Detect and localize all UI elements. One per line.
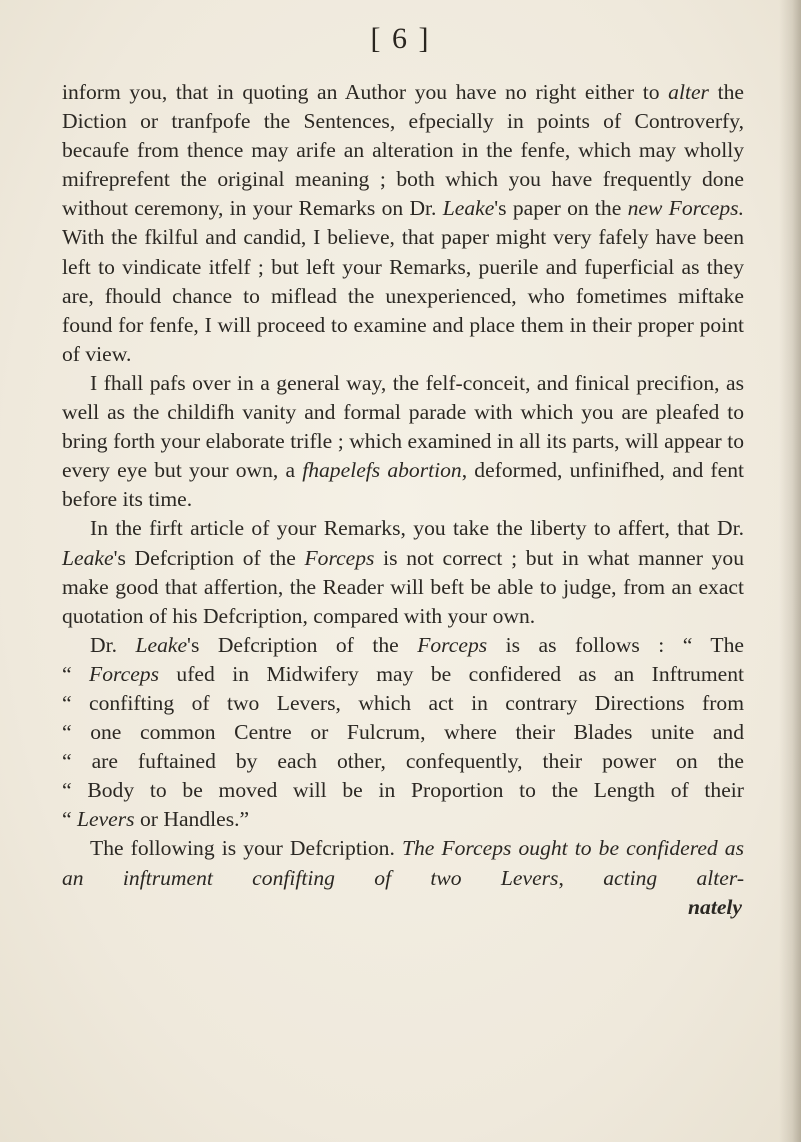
text-run: “ bbox=[62, 749, 92, 774]
quote-line bbox=[62, 689, 744, 718]
catchword: nately bbox=[688, 894, 742, 919]
italic-text: new Forceps. bbox=[627, 196, 744, 221]
quote-line bbox=[62, 718, 744, 747]
text-run: “ bbox=[62, 661, 90, 686]
text-run: are fuftained by each other, confequently, their power on the bbox=[91, 749, 744, 774]
paragraph-1 bbox=[62, 78, 744, 369]
text-run: 's Defcription of the bbox=[187, 632, 418, 657]
text-run: The following is your Defcription. bbox=[90, 836, 402, 861]
paragraph-2 bbox=[62, 369, 744, 514]
text-run: In the firft article of your Remarks, you take the liberty to affert, that Dr. bbox=[90, 516, 744, 541]
text-run: I fhall pafs over in a general way, the felf-conceit, and finical precifion, as well as the childifh vanity and formal parade with which you are pleafed to bring forth your elaborate trifle ; which examined in all its parts, will appear to every eye but your own, a bbox=[62, 370, 744, 483]
quote-line bbox=[62, 660, 744, 689]
italic-text: Levers bbox=[76, 807, 135, 832]
quote-intro bbox=[62, 631, 744, 660]
text-run: “ bbox=[62, 690, 89, 715]
text-run: 's Defcription of the bbox=[113, 545, 305, 570]
quote-line bbox=[62, 747, 744, 776]
text-run: one common Centre or Fulcrum, where their Blades unite and bbox=[90, 720, 745, 745]
italic-text: Leake bbox=[62, 545, 114, 570]
text-run: confifting of two Levers, which act in contrary Directions from bbox=[89, 690, 744, 715]
paragraph-final bbox=[62, 834, 744, 892]
page-edge-shadow bbox=[779, 0, 801, 1142]
text-run: “ bbox=[62, 778, 88, 803]
text-run: , bbox=[558, 865, 604, 890]
text-run: Body to be moved will be in Proportion to the Length of their bbox=[87, 778, 744, 803]
page-number: [ 6 ] bbox=[370, 22, 431, 55]
quote-block bbox=[62, 660, 744, 835]
italic-text: alter bbox=[668, 80, 709, 104]
italic-text: The Forceps ought to be confidered as an inftrument confifting of two Levers bbox=[62, 836, 744, 890]
paragraph-3 bbox=[62, 514, 744, 630]
italic-text: acting alter- bbox=[603, 865, 745, 890]
text-run: or Handles.” bbox=[134, 807, 250, 832]
text-run: inform you, that in quoting an Author you have no right either to bbox=[62, 80, 669, 104]
italic-text: Forceps bbox=[417, 632, 488, 657]
text-run: “ bbox=[62, 720, 91, 745]
italic-text: Leake bbox=[135, 632, 188, 657]
text-run: is as follows : “ The bbox=[487, 632, 745, 657]
text-run: is not correct ; but in what manner you make good that affertion, the Reader will beft be able to judge, from an exact quotation of his Defcription, compared with your own. bbox=[62, 545, 744, 628]
italic-text: Forceps bbox=[304, 545, 375, 570]
text-run: Dr. bbox=[90, 632, 136, 657]
text-run: , deformed, unfinifhed, and fent before its time. bbox=[62, 458, 744, 512]
text-run: the Diction or tranfpofe the Sentences, efpecially in points of Controverfy, becaufe from thence may arife an alteration in the fenfe, which may wholly mifreprefent the original meaning ; both which you have frequently done without ceremony, in your Remarks on Dr. bbox=[62, 80, 744, 221]
body-text bbox=[62, 78, 744, 922]
quote-line bbox=[62, 805, 744, 834]
italic-text: Leake bbox=[442, 196, 495, 221]
text-run: With the fkilful and candid, I believe, that paper might very fafely have been left to vindicate itfelf ; but left your Remarks, puerile and fuperficial as they are, fhould chance to miflead the unexperienced, who fometimes miftake found for fenfe, I will proceed to examine and place them in their proper point of view. bbox=[62, 225, 744, 366]
quote-line bbox=[62, 776, 744, 805]
text-run: ufed in Midwifery may be confidered as an Inftrument bbox=[159, 661, 745, 686]
italic-text: fhapelefs abortion bbox=[302, 458, 462, 483]
italic-text: Forceps bbox=[89, 661, 159, 686]
text-run: 's paper on the bbox=[494, 196, 628, 221]
text-run: “ bbox=[62, 807, 77, 832]
